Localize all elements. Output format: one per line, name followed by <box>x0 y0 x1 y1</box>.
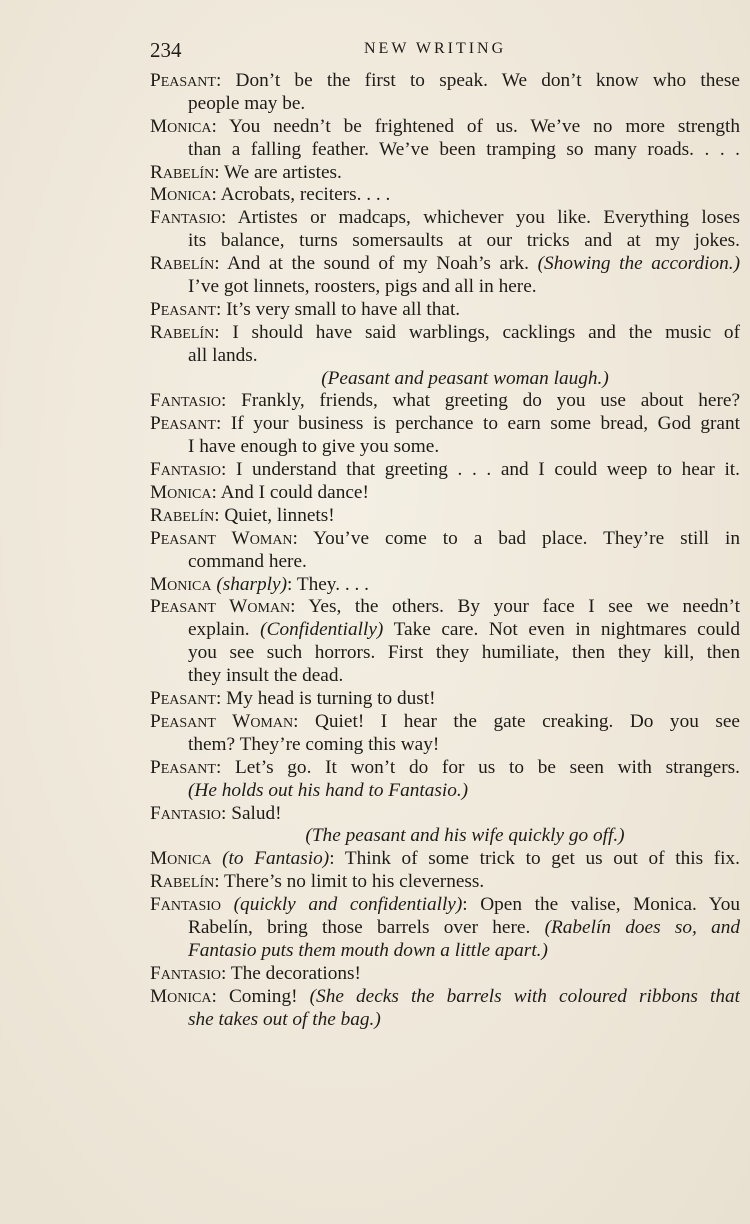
dialogue-text: : Artistes or madcaps, whichever you like. Everything loses <box>221 207 740 229</box>
stage-direction: (He holds out his hand to Fantasio.) <box>188 779 469 801</box>
text-line <box>150 505 740 528</box>
text-line <box>150 368 740 391</box>
text-line <box>150 986 740 1009</box>
dialogue-text: : Coming! <box>211 985 298 1007</box>
speaker-name: Fantasio <box>150 894 222 916</box>
journal-title: NEW WRITING <box>364 40 507 57</box>
text-line <box>150 345 740 368</box>
dialogue-text: : Think of some trick to get us out of this fix. <box>329 848 740 870</box>
dialogue-text: : The decorations! <box>221 962 361 984</box>
speaker-name: Peasant <box>150 756 216 778</box>
dialogue-text: I have enough to give you some. <box>188 436 440 458</box>
dialogue-text: them? They’re coming this way! <box>188 733 440 755</box>
stage-direction: (to Fantasio) <box>222 848 330 870</box>
text-line <box>150 803 740 826</box>
speaker-name: Fantasio <box>150 802 222 824</box>
speaker-name: Peasant Woman <box>150 527 293 549</box>
text-line <box>150 825 740 848</box>
text-line <box>150 551 740 574</box>
text-line <box>150 734 740 757</box>
text-line <box>150 848 740 871</box>
stage-direction: (Rabelín does so, and <box>544 916 740 938</box>
text-line <box>150 596 740 619</box>
text-line <box>150 230 740 253</box>
text-line <box>150 688 740 711</box>
stage-direction: (The peasant and his wife quickly go off.) <box>305 825 625 847</box>
dialogue-text: : And at the sound of my Noah’s ark. <box>214 253 529 275</box>
dialogue-text: : It’s very small to have all that. <box>215 298 461 320</box>
play-text <box>150 70 740 1031</box>
text-line <box>150 482 740 505</box>
text-line <box>150 322 740 345</box>
running-head <box>150 38 740 64</box>
dialogue-text: : Quiet! I hear the gate creaking. Do you see <box>293 710 740 732</box>
text-line <box>150 894 740 917</box>
speaker-name: Monica <box>150 985 212 1007</box>
stage-direction: (quickly and confidentially) <box>233 894 463 916</box>
dialogue-text: : Open the valise, Monica. You <box>462 894 740 916</box>
text-line <box>150 116 740 139</box>
text-line <box>150 139 740 162</box>
text-line <box>150 413 740 436</box>
stage-direction: (sharply) <box>216 573 287 595</box>
text-line <box>150 207 740 230</box>
text-line <box>150 70 740 93</box>
stage-direction: she takes out of the bag.) <box>188 1008 381 1030</box>
stage-direction: (Confidentially) <box>260 619 384 641</box>
dialogue-text: explain. <box>188 619 250 641</box>
text-line <box>150 574 740 597</box>
text-line <box>150 93 740 116</box>
dialogue-text: : Don’t be the first to speak. We don’t know who these <box>215 70 740 91</box>
dialogue-text: than a falling feather. We’ve been tramping so many roads. . . . <box>188 138 740 160</box>
speaker-name: Monica <box>150 115 212 137</box>
dialogue-text: : And I could dance! <box>211 482 369 504</box>
dialogue-text: : If your business is perchance to earn some bread, God grant <box>215 413 740 435</box>
speaker-name: Fantasio <box>150 207 222 229</box>
dialogue-text: : You’ve come to a bad place. They’re still in <box>292 527 740 549</box>
dialogue-text: : I should have said warblings, cacklings and the music of <box>214 321 740 343</box>
dialogue-text: : Yes, the others. By your face I see we needn’t <box>290 596 740 618</box>
dialogue-text: all lands. <box>188 344 258 366</box>
dialogue-text: : Acrobats, reciters. . . . <box>211 184 391 206</box>
speaker-name: Rabelín <box>150 253 215 275</box>
dialogue-text: people may be. <box>188 92 306 114</box>
stage-direction: Fantasio puts them mouth down a little apart.) <box>188 939 548 961</box>
speaker-name: Fantasio <box>150 459 222 481</box>
dialogue-text: Take care. Not even in nightmares could <box>393 619 740 641</box>
text-line <box>150 436 740 459</box>
speaker-name: Peasant Woman <box>150 596 291 618</box>
dialogue-text: Rabelín, bring those barrels over here. <box>188 916 531 938</box>
dialogue-text: they insult the dead. <box>188 665 344 687</box>
dialogue-text: : There’s no limit to his cleverness. <box>214 871 485 893</box>
speaker-name: Rabelín <box>150 504 215 526</box>
speaker-name: Monica <box>150 482 212 504</box>
speaker-name: Rabelín <box>150 161 215 183</box>
stage-direction: (Showing the accordion.) <box>537 253 740 275</box>
page-number: 234 <box>150 38 182 62</box>
text-line <box>150 528 740 551</box>
dialogue-text: : I understand that greeting . . . and I could weep to hear it. <box>221 459 740 481</box>
dialogue-text: command here. <box>188 550 307 572</box>
text-line <box>150 757 740 780</box>
dialogue-text: : Salud! <box>221 802 282 824</box>
dialogue-text: : We are artistes. <box>214 161 342 183</box>
text-line <box>150 940 740 963</box>
speaker-name: Monica <box>150 184 212 206</box>
dialogue-text: : Quiet, linnets! <box>214 504 335 526</box>
text-line <box>150 299 740 322</box>
text-line <box>150 642 740 665</box>
text-line <box>150 390 740 413</box>
text-line <box>150 665 740 688</box>
dialogue-text: : They. . . . <box>287 573 369 595</box>
speaker-name: Monica <box>150 573 212 595</box>
dialogue-text: : Let’s go. It won’t do for us to be seen with strangers. <box>215 756 740 778</box>
dialogue-text: : You needn’t be frightened of us. We’ve no more strength <box>211 115 740 137</box>
dialogue-text: its balance, turns somersaults at our tricks and at my jokes. <box>188 230 740 252</box>
text-line <box>150 253 740 276</box>
text-line <box>150 780 740 803</box>
text-line <box>150 459 740 482</box>
speaker-name: Rabelín <box>150 321 215 343</box>
text-line <box>150 871 740 894</box>
speaker-name: Peasant Woman <box>150 710 294 732</box>
text-line <box>150 711 740 734</box>
text-line <box>150 184 740 207</box>
dialogue-text: you see such horrors. First they humiliate, then they kill, then <box>188 642 740 664</box>
stage-direction: (Peasant and peasant woman laugh.) <box>321 367 609 389</box>
speaker-name: Peasant <box>150 688 216 710</box>
text-line <box>150 162 740 185</box>
stage-direction: (She decks the barrels with coloured ribbons that <box>309 985 740 1007</box>
speaker-name: Fantasio <box>150 962 222 984</box>
speaker-name: Peasant <box>150 413 216 435</box>
text-line <box>150 276 740 299</box>
dialogue-text: : Frankly, friends, what greeting do you use about here? <box>221 390 740 412</box>
text-line <box>150 963 740 986</box>
text-line <box>150 1009 740 1032</box>
text-line <box>150 619 740 642</box>
speaker-name: Peasant <box>150 70 216 91</box>
speaker-name: Rabelín <box>150 871 215 893</box>
speaker-name: Peasant <box>150 298 216 320</box>
speaker-name: Fantasio <box>150 390 222 412</box>
dialogue-text: : My head is turning to dust! <box>215 688 436 710</box>
text-line <box>150 917 740 940</box>
speaker-name: Monica <box>150 848 212 870</box>
dialogue-text: I’ve got linnets, roosters, pigs and all in here. <box>188 276 537 298</box>
